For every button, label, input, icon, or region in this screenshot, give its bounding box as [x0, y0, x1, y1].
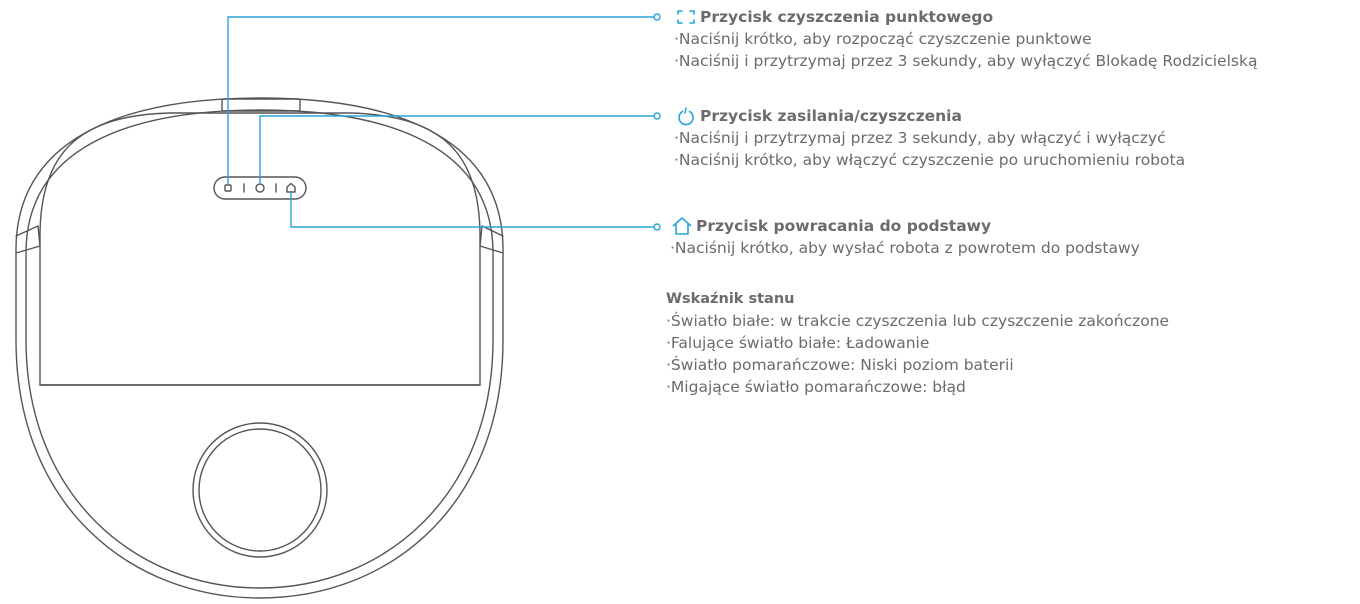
home-icon: [670, 216, 694, 236]
callout-home-line-1: ·Naciśnij krótko, aby wysłać robota z powrotem do podstawy: [670, 239, 1140, 257]
power-button-mark: [256, 184, 264, 192]
leader-power: [260, 116, 654, 184]
callout-power-title: Przycisk zasilania/czyszczenia: [700, 107, 962, 125]
leader-home-end: [654, 224, 660, 230]
callout-home: [670, 215, 1140, 259]
spot-clean-icon: [674, 7, 698, 27]
callout-power-line-2: ·Naciśnij krótko, aby włączyć czyszczenie po uruchomieniu robota: [674, 151, 1186, 169]
leader-spot-end: [654, 14, 660, 20]
home-button-mark: [287, 184, 295, 193]
callout-power: [674, 105, 1185, 171]
power-icon: [674, 106, 698, 126]
status-line-2: ·Falujące światło białe: Ładowanie: [666, 334, 930, 352]
top-tab: [222, 99, 300, 111]
leader-spot: [228, 17, 654, 184]
status-line-4: ·Migające światło pomarańczowe: błąd: [666, 378, 966, 396]
callout-home-title: Przycisk powracania do podstawy: [696, 217, 992, 235]
callout-spot-line-1: ·Naciśnij krótko, aby rozpocząć czyszczenie punktowe: [674, 30, 1092, 48]
lidar-outer: [193, 423, 327, 557]
status-line-1: ·Światło białe: w trakcie czyszczenia lub czyszczenie zakończone: [666, 312, 1170, 330]
leader-home: [291, 192, 654, 227]
leader-power-end: [654, 113, 660, 119]
status-line-3: ·Światło pomarańczowe: Niski poziom baterii: [666, 356, 1014, 374]
callout-power-line-1: ·Naciśnij i przytrzymaj przez 3 sekundy, aby włączyć i wyłączyć: [674, 129, 1166, 147]
callout-spot-clean: [674, 6, 1257, 72]
callout-spot-line-2: ·Naciśnij i przytrzymaj przez 3 sekundy, aby wyłączyć Blokadę Rodzicielską: [674, 52, 1258, 70]
left-side-notch: [16, 226, 40, 253]
callout-spot-title: Przycisk czyszczenia punktowego: [700, 8, 994, 26]
status-title: Wskaźnik stanu: [666, 291, 795, 307]
spot-button-mark: [225, 185, 231, 191]
right-side-notch: [480, 226, 503, 253]
lidar-inner: [199, 429, 321, 551]
status-indicator-section: [666, 288, 1169, 398]
